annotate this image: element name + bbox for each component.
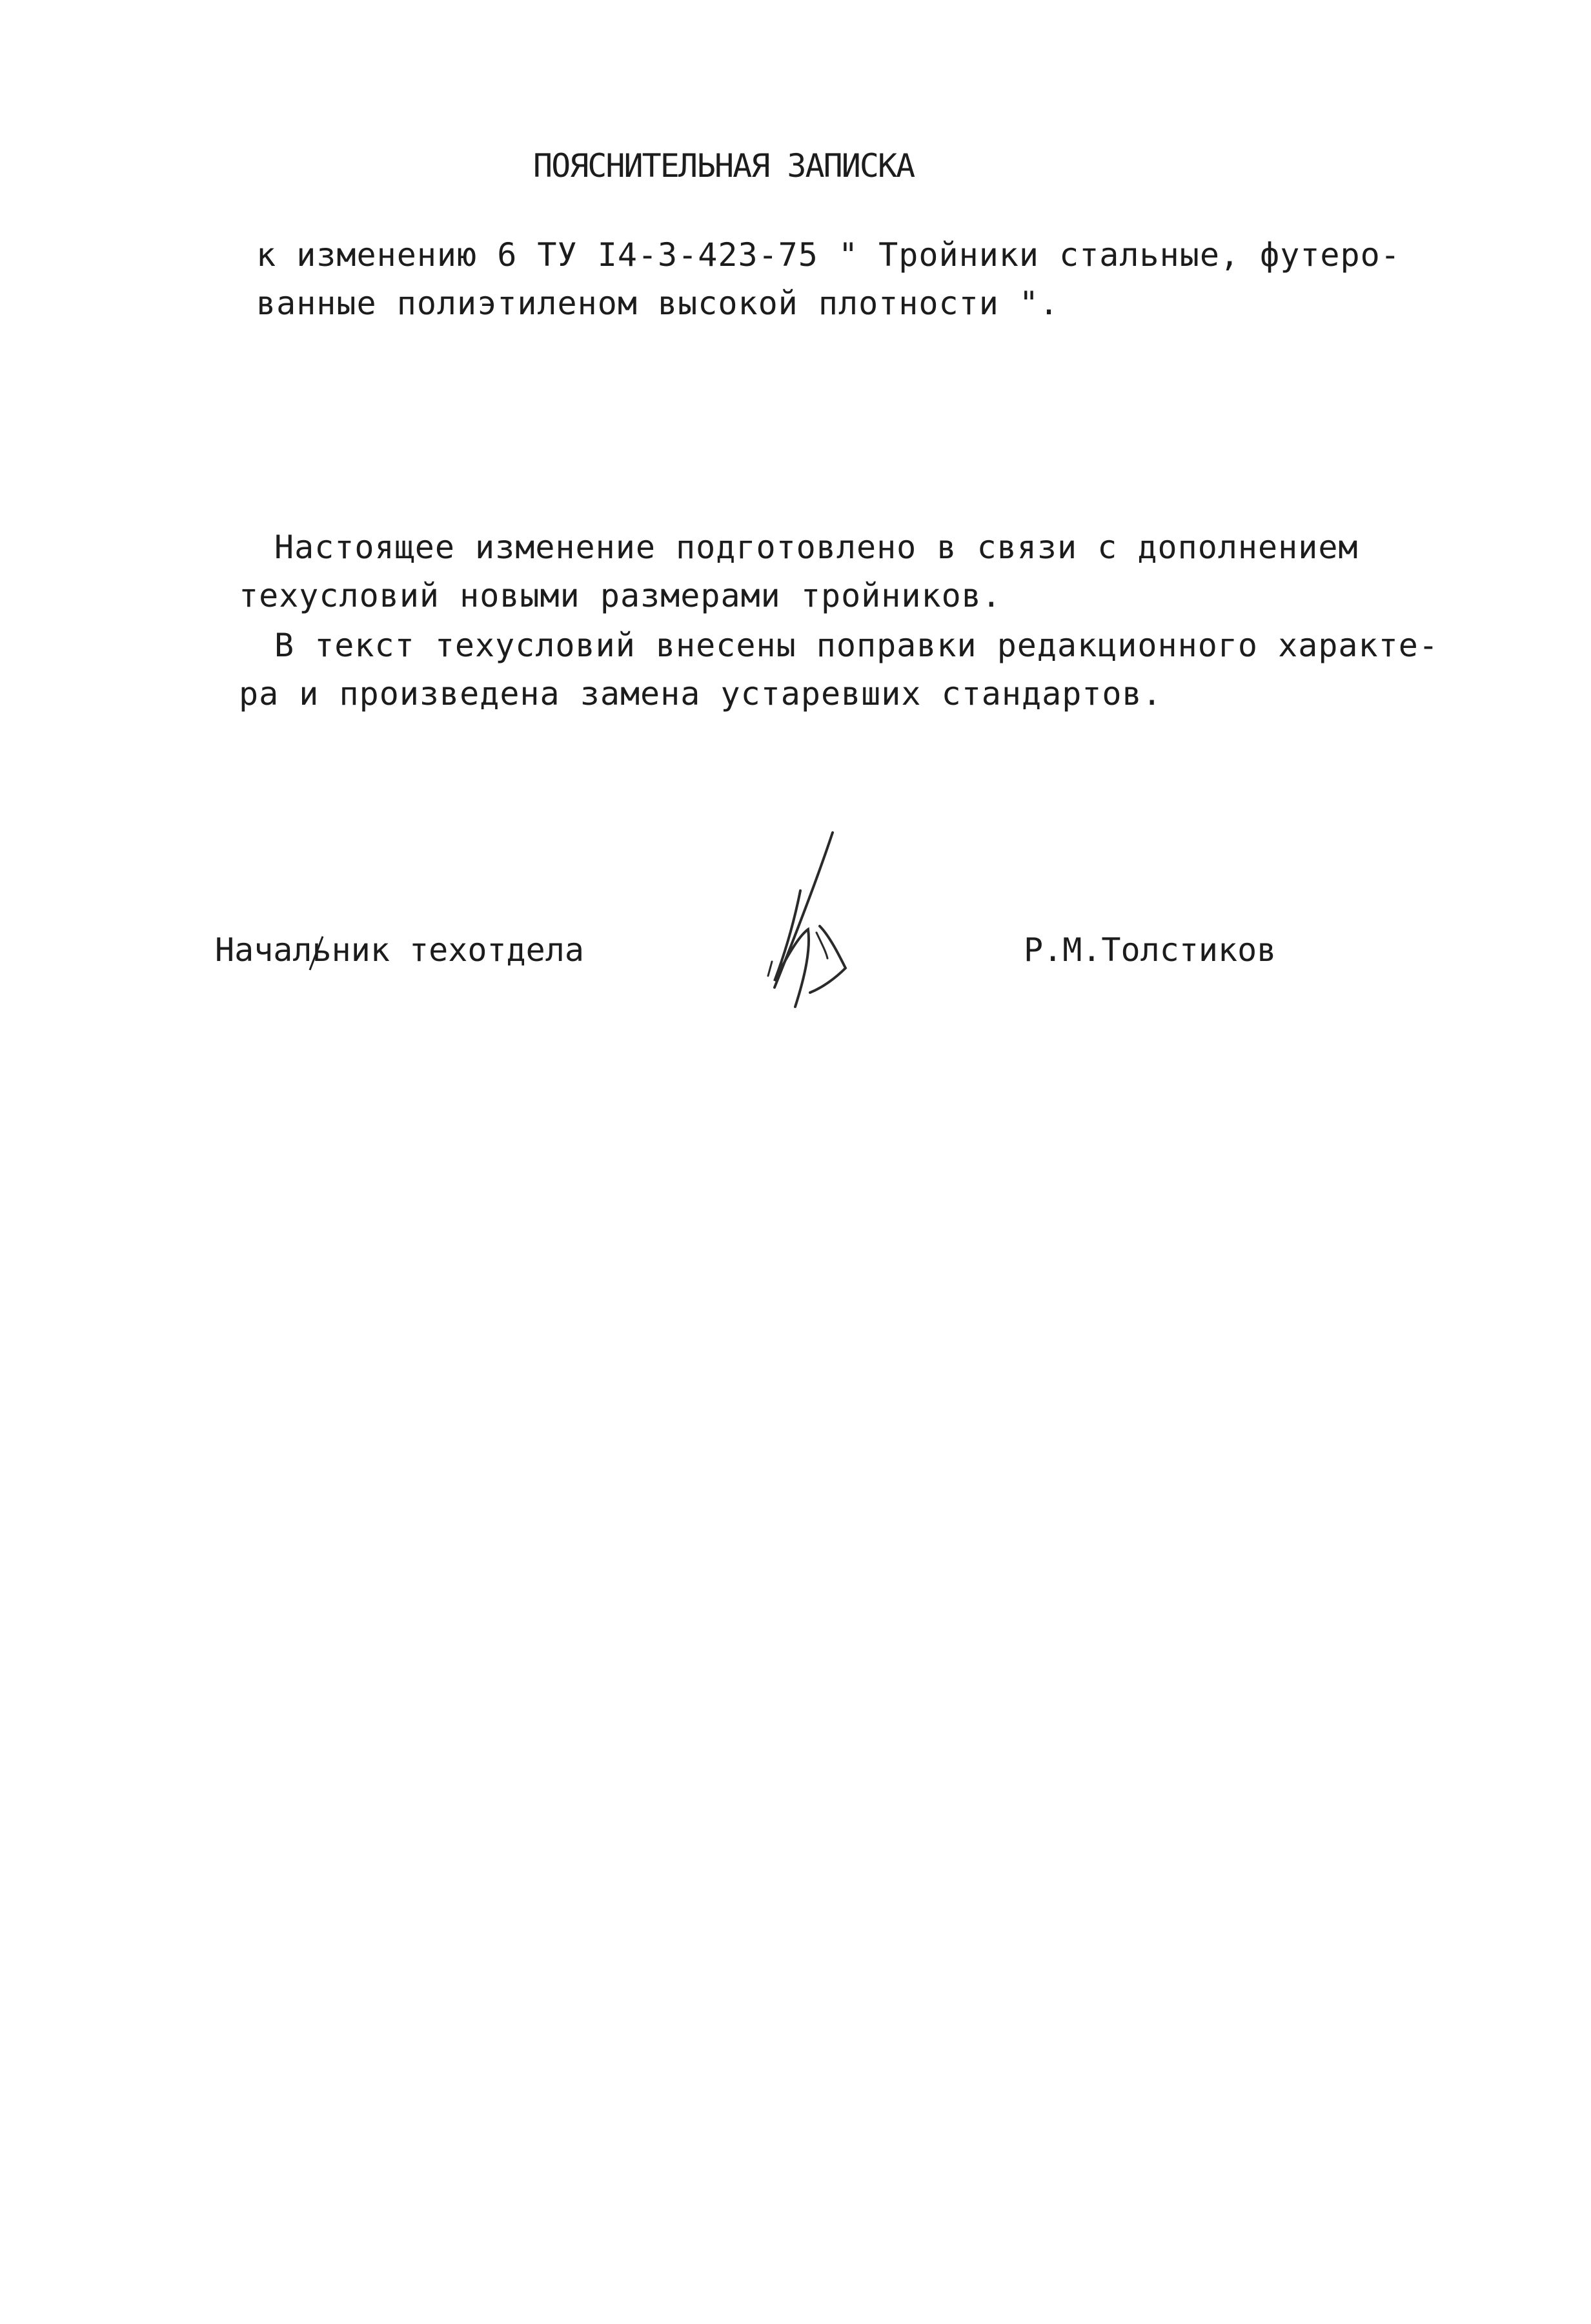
body-line-1: Настоящее изменение подготовлено в связи с дополнением	[274, 529, 1359, 566]
signatory-name: Р.М.Толстиков	[1024, 931, 1277, 969]
body-line-3: В текст техусловий внесены поправки редакционного характе-	[274, 627, 1439, 664]
subtitle-line-1: к изменению 6 ТУ I4-3-423-75 " Тройники стальные, футеро-	[256, 236, 1401, 274]
subtitle-line-2: ванные полиэтиленом высокой плотности ".	[256, 285, 1060, 322]
body-line-4: ра и произведена замена устаревших стандартов.	[239, 675, 1162, 712]
document-title: ПОЯСНИТЕЛЬНАЯ ЗАПИСКА	[533, 147, 915, 185]
handwritten-signature	[749, 826, 878, 1013]
signatory-position: Начальник техотдела	[215, 931, 584, 969]
handwritten-correction-mark	[303, 934, 329, 973]
body-line-2: техусловий новыми размерами тройников.	[239, 577, 1002, 614]
